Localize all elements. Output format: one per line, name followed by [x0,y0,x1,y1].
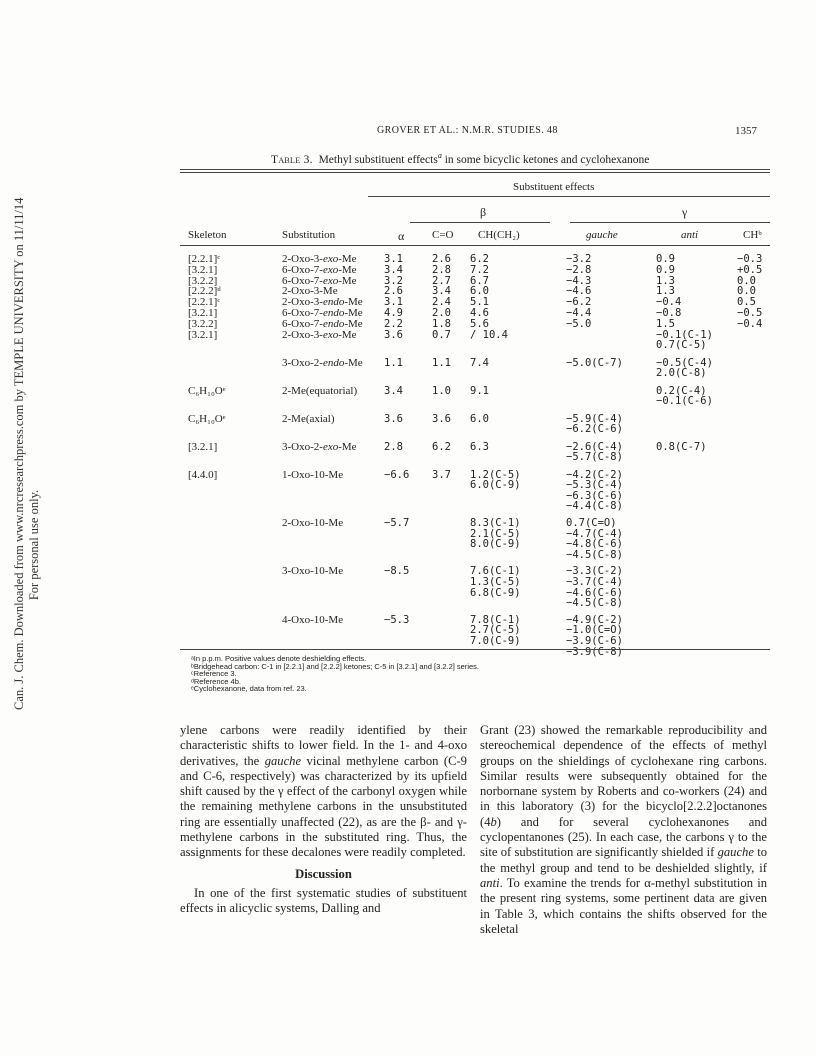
gamma-rule [570,222,770,223]
cell-alpha [384,254,403,265]
cell-skeleton [188,308,217,319]
cell-substitution [282,566,343,577]
cell-line: [3.2.2] [188,274,218,287]
cell-line: 2-Oxo-3-exo-Me [282,328,357,341]
table-top-rule [180,169,770,170]
table-row [0,286,816,297]
cell-line: +0.5 [737,263,763,276]
cell-line: 7.0(C-9) [470,634,521,647]
table-row [0,566,816,614]
cell-ch [470,386,489,397]
left-paragraph-1: ylene carbons were readily identified by their characteristic shifts to lower field. In the 1- and 4-oxo derivatives, the gauche vicinal methylene carbon (C-9 and C-6, respectively) was characterized by its upfield shift caused by the γ effect of the carbonyl oxygen while the remaining methylene carbons in the unsubstituted ring are essentially unaffected (22), as are the β- and γ-methylene carbons in the substituted ring. Thus, the assignments for these decalones were readily completed. [180,723,467,860]
cell-line: [2.2.2]ᵈ [188,285,221,298]
cell-line: −6.6 [384,468,410,481]
cell-line: 3.6 [432,412,451,425]
cell-ch [470,308,489,319]
cell-line: −0.1(C-6) [656,395,713,408]
cell-line: 2.6 [384,285,403,298]
cell-line: −6.2 [566,296,592,309]
col-header-alpha: α [398,229,405,243]
cell-line: 6-Oxo-7-endo-Me [282,317,363,330]
cell-skeleton [188,319,217,330]
cell-gauche [566,358,623,369]
cell-chb [737,319,762,330]
cell-alpha [384,386,403,397]
cell-ch [470,265,489,276]
caption-text: Methyl substituent effects [318,153,438,166]
cell-line: 4-Oxo-10-Me [282,613,344,626]
table-top-rule-2 [180,172,770,173]
cell-ch [470,414,489,425]
footnote-d: ᵈReference 4b. [191,676,241,686]
cell-substitution [282,254,357,265]
cell-gauche [566,470,623,512]
cell-line: [3.2.1] [188,328,218,341]
cell-line: 3-Oxo-2-exo-Me [282,440,357,453]
cell-line: −0.8 [656,306,682,319]
cell-alpha [384,330,403,341]
cell-line: −3.2 [566,253,592,265]
cell-line: −2.6(C-4) [566,440,623,453]
cell-line: 3.7 [432,468,451,481]
table-row [0,265,816,276]
cell-line: −3.3(C-2) [566,565,623,578]
substituent-effects-header: Substituent effects [513,181,595,193]
cell-substitution [282,518,343,529]
table-row [0,358,816,386]
cell-anti [656,308,681,319]
col-header-skeleton: Skeleton [188,229,227,241]
cell-line: 3.1 [384,296,403,309]
cell-line: −4.5(C-8) [566,548,623,561]
cell-gauche [566,265,591,276]
cell-line: 4.6 [470,306,489,319]
cell-line: 6.3 [470,440,489,453]
cell-line: 6.0 [470,285,489,298]
cell-line: 0.9 [656,253,675,265]
footnote-e: ᵉCyclohexanone, data from ref. 23. [191,684,307,693]
cell-line: 3.6 [384,328,403,341]
cell-chb [737,265,762,276]
cell-line: 0.7(C=O) [566,516,617,529]
col-header-chb: CHᵇ [743,229,762,241]
watermark-line-2: For personal use only. [27,489,41,601]
cell-line: 6-Oxo-7-exo-Me [282,263,357,276]
cell-alpha [384,615,409,626]
cell-line: [3.2.1] [188,306,218,319]
cell-co [432,265,451,276]
cell-line: 6.0 [470,412,489,425]
cell-line: 0.7(C-5) [656,339,707,352]
cell-line: [2.2.1]ᶜ [188,296,221,309]
cell-line: 8.3(C-1) [470,516,521,529]
cell-line: 7.2 [470,263,489,276]
page-number: 1357 [735,125,757,137]
cell-alpha [384,566,409,577]
cell-alpha [384,518,409,529]
discussion-heading: Discussion [295,866,352,881]
cell-ch [470,330,508,341]
cell-line: 9.1 [470,384,489,397]
footnote-b: ᵇBridgehead carbon: C-1 in [2.2.1] and [2.2.2] ketones; C-5 in [3.2.1] and [3.2.2] series. [191,661,480,671]
cell-co [432,414,451,425]
cell-substitution [282,470,343,481]
cell-line: 3.1 [384,253,403,265]
cell-line: 3-Oxo-10-Me [282,565,344,578]
cell-gauche [566,566,623,608]
table-caption [271,151,649,166]
cell-line: −0.1(C-1) [656,328,713,341]
cell-line: 0.0 [737,274,756,287]
cell-line: 1.8 [432,317,451,330]
cell-line: 0.9 [656,263,675,276]
cell-line: −0.5 [737,306,763,319]
cell-line: 6.2 [470,253,489,265]
cell-alpha [384,265,403,276]
cell-line: 2-Me(axial) [282,412,335,425]
cell-gauche [566,319,591,330]
cell-skeleton [188,470,217,481]
cell-line: −5.0 [566,317,592,330]
cell-line: 1.3 [656,285,675,298]
cell-line: [2.2.1]ᶜ [188,253,221,265]
watermark-line-1: Can. J. Chem. Downloaded from www.nrcresearchpress.com by TEMPLE UNIVERSITY on 11/11/14 [12,197,26,710]
gamma-header: γ [682,205,688,219]
cell-line: 2.4 [432,296,451,309]
cell-line: 2.6 [432,253,451,265]
cell-line: −4.9(C-2) [566,613,623,626]
cell-line: 6-Oxo-7-exo-Me [282,274,357,287]
cell-line: 6.0(C-9) [470,479,521,492]
cell-alpha [384,414,403,425]
cell-gauche [566,615,623,657]
table-row [0,386,816,414]
cell-line: 0.0 [737,285,756,298]
cell-line: −6.2(C-6) [566,423,623,436]
cell-line: 0.8(C-7) [656,440,707,453]
cell-line: −6.3(C-6) [566,489,623,502]
cell-line: 3.4 [432,285,451,298]
table-footnotes [191,655,479,693]
cell-alpha [384,319,403,330]
cell-gauche [566,254,591,265]
cell-line: 2.2 [384,317,403,330]
cell-anti [656,330,713,351]
left-paragraph-2: In one of the first systematic studies of substituent effects in alicyclic systems, Dalling and [180,885,467,916]
cell-line: 2.1(C-5) [470,527,521,540]
cell-line: −3.9(C-8) [566,645,623,658]
cell-line: −3.7(C-4) [566,575,623,588]
cell-line: −4.4 [566,306,592,319]
table-row [0,308,816,319]
cell-line: C₆H₁₀Oᵉ [188,412,226,425]
footnote-a: ᵃIn p.p.m. Positive values denote deshielding effects. [191,654,367,663]
cell-line: 2-Oxo-3-exo-Me [282,253,357,265]
cell-line: 6-Oxo-7-endo-Me [282,306,363,319]
cell-skeleton [188,254,220,265]
col-header-anti: anti [681,229,699,241]
cell-line: −4.5(C-8) [566,597,623,610]
cell-line: 5.1 [470,296,489,309]
col-header-substitution: Substitution [282,229,336,241]
cell-ch [470,470,521,491]
table-row [0,442,816,470]
cell-line: 2.0 [432,306,451,319]
cell-line: [4.4.0] [188,468,218,481]
cell-substitution [282,615,343,626]
cell-line: 7.4 [470,356,489,369]
cell-ch [470,518,521,550]
cell-alpha [384,308,403,319]
cell-skeleton [188,265,217,276]
cell-line: −5.7(C-8) [566,451,623,464]
cell-anti [656,265,675,276]
cell-line: 0.5 [737,296,756,309]
cell-line: −4.6 [566,285,592,298]
cell-skeleton [188,386,226,397]
cell-line: −2.8 [566,263,592,276]
cell-skeleton [188,330,217,341]
col-header-co: C=O [432,229,454,241]
cell-line: 1.1 [432,356,451,369]
cell-anti [656,358,713,379]
table-label: Table 3. [271,153,313,166]
cell-substitution [282,330,357,341]
cell-line: 1.0 [432,384,451,397]
cell-line: / 10.4 [470,328,508,341]
cell-substitution [282,358,363,369]
group-header-rule [368,196,770,197]
cell-line: 3-Oxo-2-endo-Me [282,356,363,369]
cell-line: −4.4(C-8) [566,500,623,513]
cell-line: −3.9(C-6) [566,634,623,647]
cell-line: −5.3(C-4) [566,479,623,492]
cell-line: −4.7(C-4) [566,527,623,540]
table-bottom-rule [180,649,770,650]
footnote-c: ᶜReference 3. [191,669,237,678]
cell-line: −5.7 [384,516,410,529]
cell-gauche [566,442,623,463]
cell-line: −5.9(C-4) [566,412,623,425]
table-row [0,297,816,308]
cell-line: C₆H₁₀Oᵉ [188,384,226,397]
cell-substitution [282,265,357,276]
header-bottom-rule [180,245,770,246]
caption-text-rest: in some bicyclic ketones and cyclohexanone [441,153,650,166]
cell-line: 5.6 [470,317,489,330]
cell-line: 2-Oxo-3-endo-Me [282,296,363,309]
cell-co [432,319,451,330]
cell-line: [3.2.1] [188,440,218,453]
cell-line: 3.4 [384,384,403,397]
cell-anti [656,442,707,453]
cell-line: 7.6(C-1) [470,565,521,578]
cell-line: 7.8(C-1) [470,613,521,626]
cell-anti [656,386,713,407]
cell-line: 2.0(C-8) [656,367,707,380]
cell-line: −4.8(C-6) [566,538,623,551]
cell-co [432,386,451,397]
cell-line: 6.8(C-9) [470,586,521,599]
cell-line: −4.6(C-6) [566,586,623,599]
cell-alpha [384,470,409,481]
table-body [0,254,816,663]
cell-line: 2-Oxo-10-Me [282,516,344,529]
cell-co [432,254,451,265]
cell-substitution [282,442,357,453]
cell-skeleton [188,414,226,425]
table-row [0,254,816,265]
cell-line: 0.7 [432,328,451,341]
running-title: GROVER ET AL.: N.M.R. STUDIES. 48 [377,125,558,136]
cell-line: 1.3 [656,274,675,287]
cell-co [432,358,451,369]
right-paragraph: Grant (23) showed the remarkable reproducibility and stereochemical dependence of the effects of methyl groups on the shieldings of cyclohexane ring carbons. Similar results were subsequently obtained for the norbornane system by Roberts and co-workers (24) and in this laboratory (3) for the bicyclo[2.2.2]octanones (4b) and for several cyclohexanones and cyclopentanones (25). In each case, the carbons γ to the site of substitution are significantly shielded if gauche to the methyl group and tend to be deshielded slightly, if anti. To examine the trends for α-methyl substitution in the present ring systems, some pertinent data are given in Table 3, which contains the shifts observed for the skeletal [480,723,767,936]
beta-header: β [480,205,487,219]
col-header-ch: CH(CH₂) [478,229,520,241]
beta-rule [410,222,550,223]
cell-anti [656,254,675,265]
cell-line: 2.7(C-5) [470,624,521,637]
cell-line: 1-Oxo-10-Me [282,468,344,481]
cell-line: −4.3 [566,274,592,287]
cell-chb [737,254,762,265]
cell-line: −8.5 [384,565,410,578]
left-text-column [180,723,467,917]
cell-substitution [282,414,335,425]
cell-line: −0.4 [737,317,763,330]
cell-co [432,308,451,319]
table-row [0,319,816,330]
cell-line: 2.7 [432,274,451,287]
cell-line: −1.0(C=O) [566,624,623,637]
cell-line: 2.8 [384,440,403,453]
cell-line: −0.5(C-4) [656,356,713,369]
caption-footnote-mark: a [437,151,442,160]
cell-substitution [282,386,357,397]
cell-line: 2.8 [432,263,451,276]
table-row [0,470,816,518]
cell-line: 6.2 [432,440,451,453]
cell-skeleton [188,442,217,453]
cell-line: 1.2(C-5) [470,468,521,481]
cell-line: 0.2(C-4) [656,384,707,397]
table-row [0,330,816,358]
cell-line: 3.4 [384,263,403,276]
cell-co [432,330,451,341]
cell-line: 2-Me(equatorial) [282,384,358,397]
cell-ch [470,566,521,598]
cell-line: 4.9 [384,306,403,319]
cell-ch [470,442,489,453]
cell-ch [470,254,489,265]
cell-line: −0.4 [656,296,682,309]
cell-alpha [384,442,403,453]
cell-line: [3.2.2] [188,317,218,330]
table-row [0,518,816,566]
col-header-gauche: gauche [586,229,618,241]
cell-ch [470,615,521,647]
cell-gauche [566,414,623,435]
cell-line: −5.3 [384,613,410,626]
cell-gauche [566,518,623,560]
cell-line: 2-Oxo-3-Me [282,285,338,298]
cell-line: −4.2(C-2) [566,468,623,481]
table-row [0,414,816,442]
cell-alpha [384,358,403,369]
cell-line: 1.3(C-5) [470,575,521,588]
cell-ch [470,358,489,369]
cell-line: 3.6 [384,412,403,425]
cell-anti [656,319,675,330]
cell-ch [470,319,489,330]
right-text-column [480,723,767,937]
cell-line: [3.2.1] [188,263,218,276]
cell-line: 1.5 [656,317,675,330]
cell-line: −0.3 [737,253,763,265]
cell-line: 6.7 [470,274,489,287]
cell-line: 8.0(C-9) [470,538,521,551]
table-row [0,276,816,287]
cell-co [432,442,451,453]
cell-line: −5.0(C-7) [566,356,623,369]
cell-chb [737,308,762,319]
cell-co [432,470,451,481]
cell-gauche [566,308,591,319]
cell-line: 3.2 [384,274,403,287]
cell-line: 1.1 [384,356,403,369]
